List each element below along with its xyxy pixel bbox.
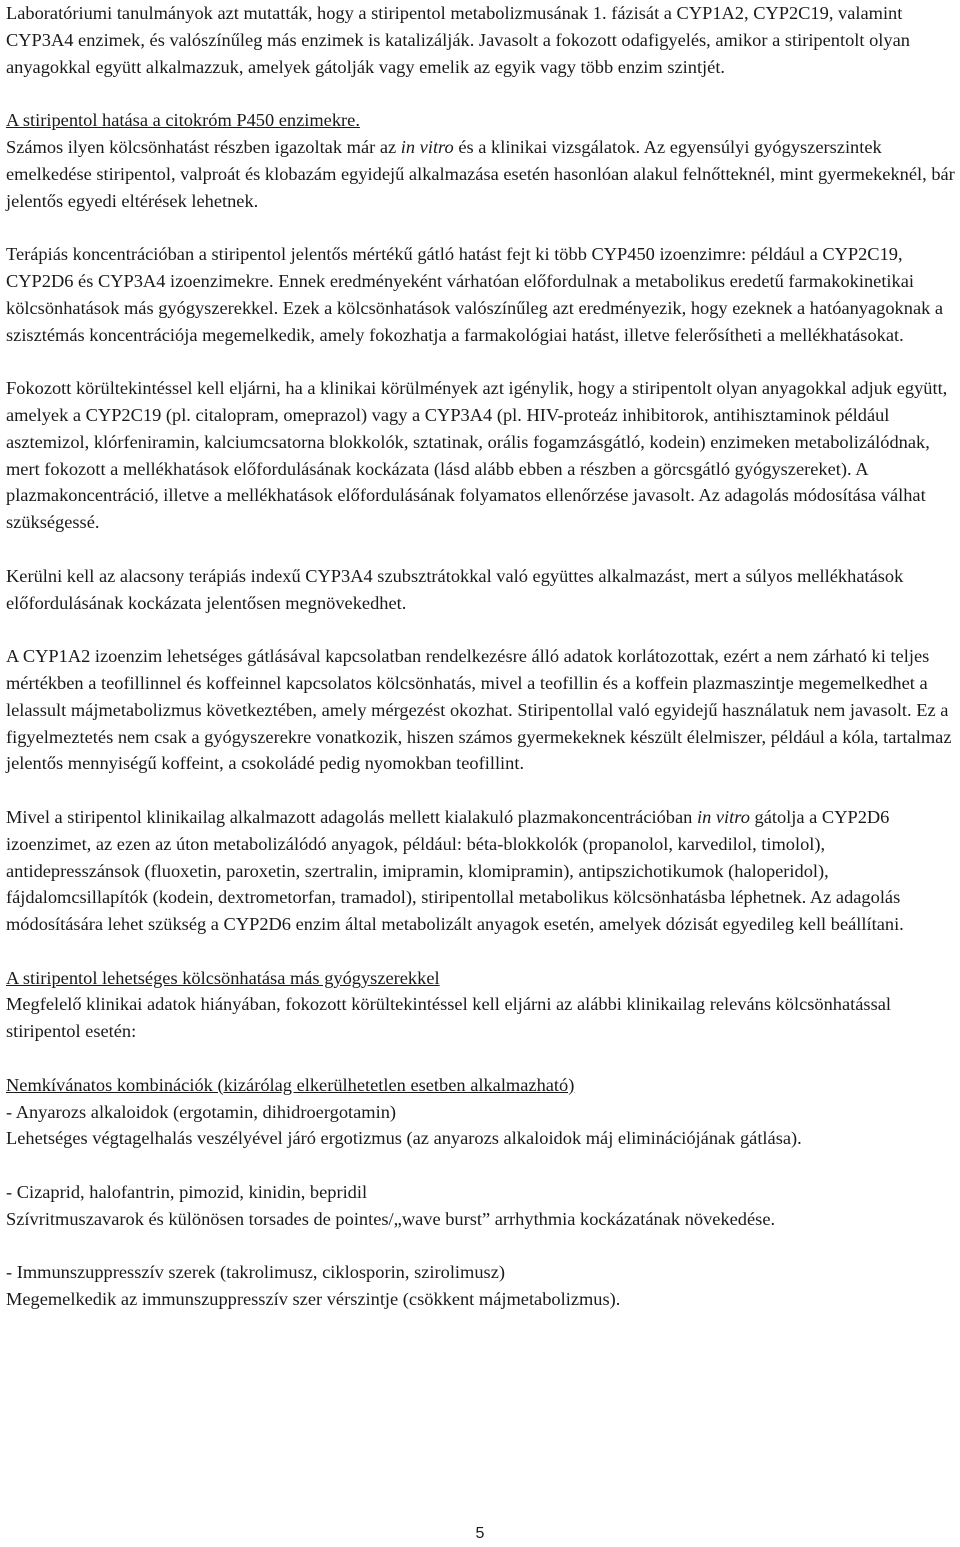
undesirable-heading: Nemkívánatos kombinációk (kizárólag elkerülhetetlen esetben alkalmazható)	[6, 1074, 575, 1095]
spacer	[6, 80, 958, 107]
page-number: 5	[475, 1525, 485, 1542]
intro-paragraph: Laboratóriumi tanulmányok azt mutatták, hogy a stiripentol metabolizmusának 1. fázisát a CYP1A2, CYP2C19, valamint CYP3A4 enzimek, és valószínűleg más enzimek is katalizálják. Javasolt a fokozott odafigyelés, amikor a stiripentolt olyan anyagokkal együtt alkalmazzuk, amelyek gátolják vagy emelik az egyik vagy több enzim szintjét.	[6, 3, 910, 77]
list-item-text: Megemelkedik az immunszuppresszív szer vérszintje (csökkent májmetabolizmus).	[6, 1289, 621, 1310]
p450-heading	[6, 107, 958, 134]
p450-heading-text: A stiripentol hatása a citokróm P450 enzimekre.	[6, 110, 360, 131]
spacer	[6, 938, 958, 965]
list-item-title: - Anyarozs alkaloidok (ergotamin, dihidroergotamin)	[6, 1101, 397, 1122]
spacer	[6, 1233, 958, 1260]
list-item-title: - Immunszuppresszív szerek (takrolimusz, ciklosporin, szirolimusz)	[6, 1262, 505, 1283]
spacer	[6, 616, 958, 643]
list-item-text: Lehetséges végtagelhalás veszélyével járó ergotizmus (az anyarozs alkaloidok máj eliminációjának gátlása).	[6, 1128, 802, 1149]
avoid-paragraph: Kerülni kell az alacsony terápiás indexű CYP3A4 szubsztrátokkal való együttes alkalmazást, mert a súlyos mellékhatások előfordulásának kockázata jelentősen megnövekedhet.	[6, 565, 904, 613]
cyp2d6-paragraph: Mivel a stiripentol klinikailag alkalmazott adagolás mellett kialakuló plazmakoncentrációban in vitro gátolja a CYP2D6 izoenzimet, az ezen az úton metabolizálódó anyagok, például: béta-blokkolók (propanolol, karvedilol, timolol), antidepresszánsok (fluoxetin, paroxetin, szertralin, imipramin, klomipramin), antipszichotikumok (haloperidol), fájdalomcsillapítók (kodein, dextrometorfan, tramadol), stiripentollal metabolikus kölcsönhatásba léphetnek. Az adagolás módosítására lehet szükség a CYP2D6 enzim által metabolizált anyagok esetén, amelyek dózisát egyedileg kell beállítani.	[6, 806, 904, 935]
in-vitro-italic: in vitro	[400, 136, 454, 157]
caution-paragraph: Fokozott körültekintéssel kell eljárni, ha a klinikai körülmények azt igénylik, hogy a stiripentolt olyan anyagokkal adjuk együtt, amelyek a CYP2C19 (pl. citalopram, omeprazol) vagy a CYP3A4 (pl. HIV-proteáz inhibitorok, antihisztaminok például asztemizol, klórfeniramin, kalciumcsatorna blokkolók, sztatinak, orális fogamzásgátló, kodein) enzimeken metabolizálódnak, mert fokozott a mellékhatások előfordulásának kockázata (lásd alább ebben a részben a görcsgátló gyógyszereket). A plazmakoncentráció, illetve a mellékhatások előfordulásának folyamatos ellenőrzése javasolt. Az adagolás módosítása válhat szükségessé.	[6, 378, 948, 533]
spacer	[6, 214, 958, 241]
spacer	[6, 1152, 958, 1179]
other-drugs-paragraph: Megfelelő klinikai adatok hiányában, fokozott körültekintéssel kell eljárni az alábbi klinikailag releváns kölcsönhatással stiripentol esetén:	[6, 994, 892, 1042]
in-vitro-italic: in vitro	[696, 806, 750, 827]
therapeutic-paragraph: Terápiás koncentrációban a stiripentol jelentős mértékű gátló hatást fejt ki több CYP450 izoenzimre: például a CYP2C19, CYP2D6 és CYP3A4 izoenzimekre. Ennek eredményeként várhatóan előfordulnak a metabolikus eredetű farmakokinetikai kölcsönhatások más gyógyszerekkel. Ezek a kölcsönhatások valószínűleg azt eredményezik, hogy ezeknek a hatóanyagoknak a szisztémás koncentrációja megemelkedik, amely fokozhatja a farmakológiai hatást, illetve felerősítheti a mellékhatásokat.	[6, 244, 944, 345]
spacer	[6, 1045, 958, 1072]
spacer	[6, 777, 958, 804]
spacer	[6, 536, 958, 563]
spacer	[6, 348, 958, 375]
other-drugs-heading: A stiripentol lehetséges kölcsönhatása más gyógyszerekkel	[6, 967, 440, 988]
cyp1a2-paragraph: A CYP1A2 izoenzim lehetséges gátlásával kapcsolatban rendelkezésre álló adatok korlátozottak, ezért a nem zárható ki teljes mértékben a teofillinnel és koffeinnel kapcsolatos kölcsönhatás, mivel a teofillin és a koffein plazmaszintje megemelkedhet a lelassult májmetabolizmus következtében, amely mérgezést okozhat. Stiripentollal való egyidejű használatuk nem javasolt. Ez a figyelmeztetés nem csak a gyógyszerekre vonatkozik, hiszen számos gyermekeknek készült élelmiszer, például a kóla, tartalmaz jelentős mennyiségű koffeint, a csokoládé pedig nyomokban teofillint.	[6, 646, 952, 774]
document-page	[6, 0, 958, 1313]
list-item-title: - Cizaprid, halofantrin, pimozid, kinidin, bepridil	[6, 1182, 368, 1203]
p450-paragraph: Számos ilyen kölcsönhatást részben igazoltak már az in vitro és a klinikai vizsgálatok. Az egyensúlyi gyógyszerszintek emelkedése stiripentol, valproát és klobazám egyidejű alkalmazása esetén hasonlóan alakul felnőtteknél, mint gyermekeknél, bár jelentős egyedi eltérések lehetnek.	[6, 136, 955, 211]
list-item-text: Szívritmuszavarok és különösen torsades de pointes/„wave burst” arrhythmia kockázatának növekedése.	[6, 1208, 776, 1229]
